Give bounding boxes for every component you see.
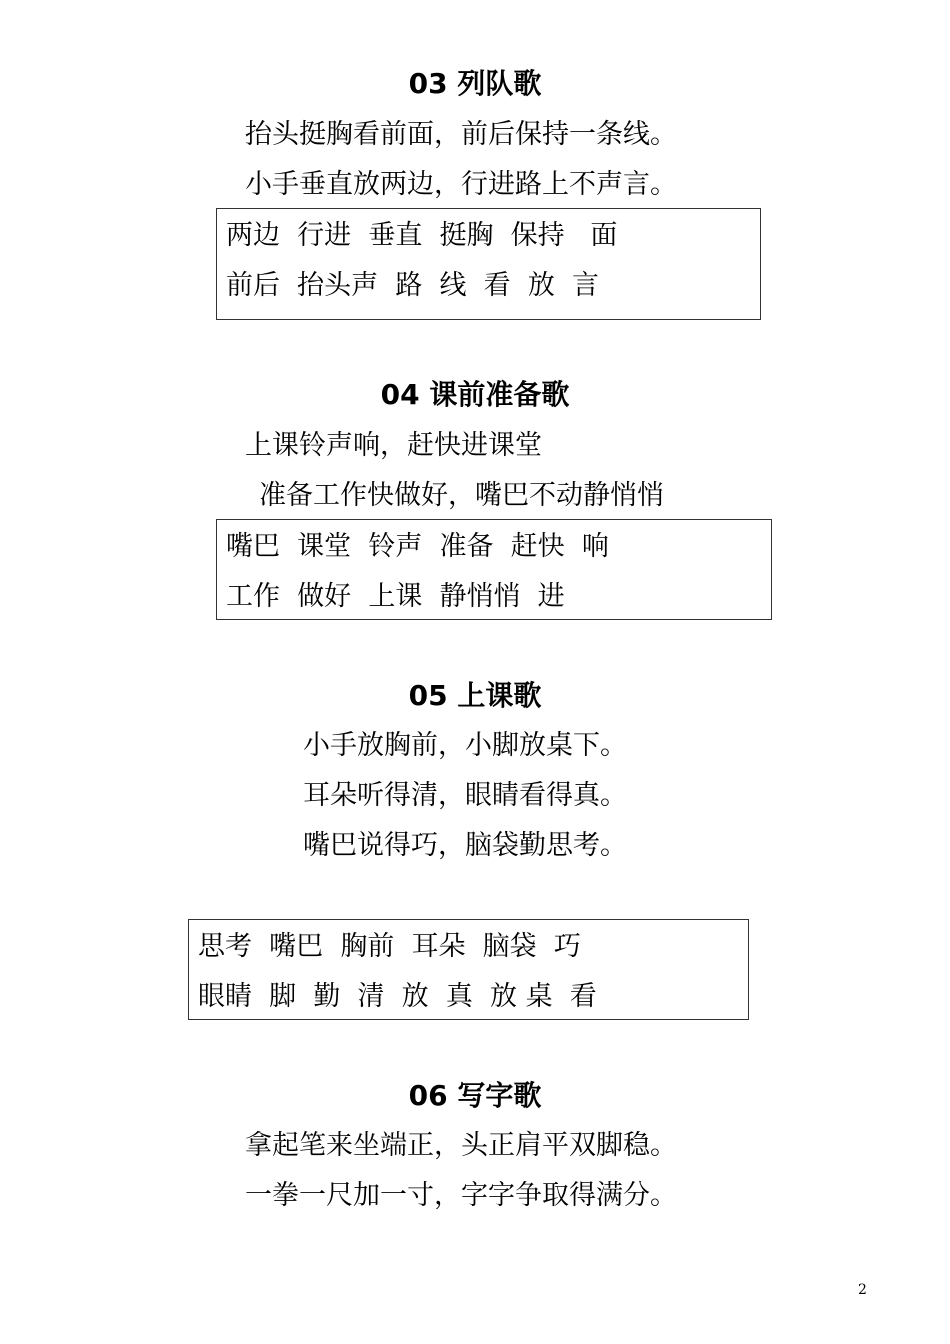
section-title-03: 03 列队歌 xyxy=(408,67,542,100)
vocabulary-box-04 xyxy=(216,519,772,620)
section-title-04: 04 课前准备歌 xyxy=(380,378,570,411)
vocabulary-row: 嘴巴 课堂 铃声 准备 赶快 响 xyxy=(226,531,609,562)
vocabulary-box-05 xyxy=(188,919,749,1020)
section-title-06: 06 写字歌 xyxy=(408,1079,542,1112)
verse-line: 小手垂直放两边，行进路上不声言。 xyxy=(245,169,677,200)
verse-line: 抬头挺胸看前面，前后保持一条线。 xyxy=(245,119,677,150)
vocabulary-row: 前后 抬头声 路 线 看 放 言 xyxy=(226,270,599,301)
verse-line: 一拳一尺加一寸，字字争取得满分。 xyxy=(245,1180,677,1211)
verse-line: 小手放胸前，小脚放桌下。 xyxy=(303,730,627,761)
section-title-05: 05 上课歌 xyxy=(408,679,542,712)
vocabulary-row: 思考 嘴巴 胸前 耳朵 脑袋 巧 xyxy=(198,931,581,962)
verse-line: 耳朵听得清，眼睛看得真。 xyxy=(303,780,627,811)
verse-line: 嘴巴说得巧，脑袋勤思考。 xyxy=(303,830,627,861)
vocabulary-row: 眼睛 脚 勤 清 放 真 放 桌 看 xyxy=(198,981,597,1012)
vocabulary-row: 两边 行进 垂直 挺胸 保持 面 xyxy=(226,220,618,251)
verse-line: 上课铃声响，赶快进课堂 xyxy=(245,430,542,461)
vocabulary-box-03 xyxy=(216,208,761,320)
verse-line: 拿起笔来坐端正，头正肩平双脚稳。 xyxy=(245,1130,677,1161)
verse-line: 准备工作快做好，嘴巴不动静悄悄 xyxy=(259,480,664,511)
page-number: 2 xyxy=(858,1282,867,1298)
vocabulary-row: 工作 做好 上课 静悄悄 进 xyxy=(226,581,565,612)
